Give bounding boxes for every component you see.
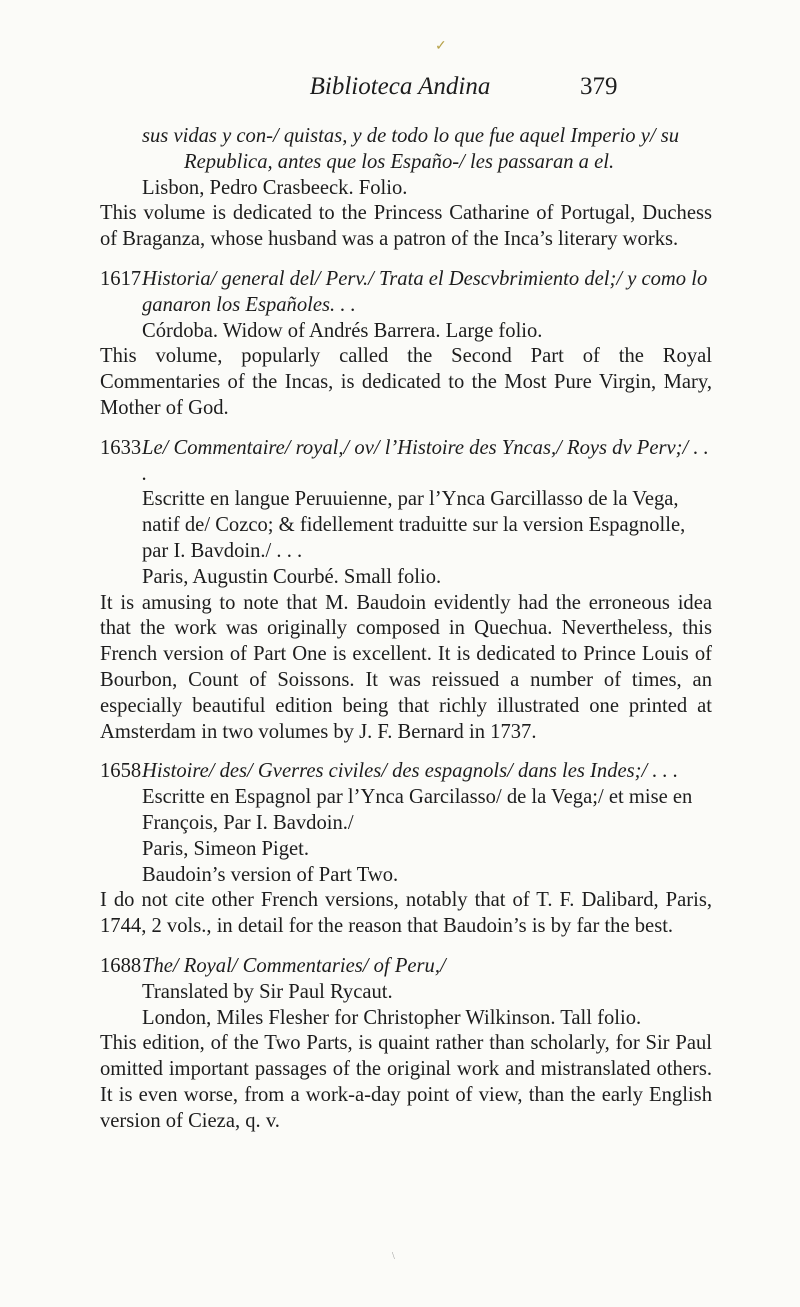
entry-imprint: London, Miles Flesher for Christopher Wilkinson. Tall folio. [142, 1006, 642, 1029]
running-head [0, 70, 800, 106]
entry-1633 [100, 436, 712, 746]
entry-title: Historia/ general del/ Perv./ Trata el Descvbrimiento del;/ y como lo ganaron los Españoles. . . [142, 267, 708, 316]
entry-imprint: Lisbon, Pedro Crasbeeck. Folio. [142, 176, 408, 199]
page-body [100, 124, 712, 1134]
entry-year: 1633 [100, 436, 142, 459]
stray-pencil-mark: ✓ [435, 39, 447, 54]
entry-imprint: Paris, Simeon Piget. [142, 837, 310, 860]
entry-note: This volume is dedicated to the Princess Catharine of Portugal, Duchess of Braganza, whose husband was a patron of the Inca’s literary works. [100, 202, 712, 251]
entry-heading [100, 759, 712, 785]
entry-note: This volume, popularly called the Second Part of the Royal Commentaries of the Incas, is dedicated to the Most Pure Virgin, Mary, Mother of God. [100, 345, 712, 419]
entry-year: 1688 [100, 954, 142, 977]
entry-title: Histoire/ des/ Gverres civiles/ des espagnols/ dans les Indes;/ . . . [142, 760, 679, 783]
entry-year: 1617 [100, 267, 142, 290]
entry-heading [100, 436, 712, 488]
entry-title: The/ Royal/ Commentaries/ of Peru,/ [142, 954, 446, 977]
entry-1617 [100, 267, 712, 422]
entry-detail: Escritte en langue Peruuienne, par l’Ynca Garcillasso de la Vega, natif de/ Cozco; & fidellement traduitte sur la version Espagnolle, par I. Bavdoin./ . . . [142, 488, 686, 562]
entry-imprint: Córdoba. Widow of Andrés Barrera. Large folio. [142, 319, 543, 342]
entry-imprint: Paris, Augustin Courbé. Small folio. [142, 565, 442, 588]
entry-note: I do not cite other French versions, notably that of T. F. Dalibard, Paris, 1744, 2 vols., in detail for the reason that Baudoin’s is by far the best. [100, 889, 712, 938]
entry-1658 [100, 759, 712, 940]
entry-detail: Baudoin’s version of Part Two. [142, 863, 399, 886]
entry-note: It is amusing to note that M. Baudoin evidently had the erroneous idea that the work was originally composed in Quechua. Nevertheless, this French version of Part One is excellent. It is dedicated to Prince Louis of Bourbon, Count of Soissons. It was reissued a number of times, an especially beautiful edition being that richly illustrated one printed at Amsterdam in two volumes by J. F. Bernard in 1737. [100, 591, 712, 743]
entry-note: This edition, of the Two Parts, is quaint rather than scholarly, for Sir Paul omitted important passages of the original work and mistranslated others. It is even worse, from a work-a-day point of view, than the early English version of Cieza, q. v. [100, 1032, 712, 1132]
entry-detail: Translated by Sir Paul Rycaut. [142, 980, 393, 1003]
continued-entry [100, 124, 712, 201]
page-number: 379 [580, 73, 618, 100]
entry-heading [100, 954, 712, 980]
entry-heading [100, 267, 712, 319]
entry-year: 1658 [100, 760, 142, 783]
entry-title: sus vidas y con-/ quistas, y de todo lo que fue aquel Imperio y/ su Republica, antes que los Españo-/ les passaran a el. [142, 125, 680, 173]
entry-detail: Escritte en Espagnol par l’Ynca Garcilasso/ de la Vega;/ et mise en François, Par I. Bavdoin./ [142, 786, 693, 834]
entry-1688 [100, 954, 712, 1135]
entry-title: Le/ Commentaire/ royal,/ ov/ l’Histoire des Yncas,/ Roys dv Perv;/ . . . [142, 436, 709, 485]
stray-mark-bottom: \ [392, 1251, 395, 1262]
running-title: Biblioteca Andina [309, 73, 491, 100]
